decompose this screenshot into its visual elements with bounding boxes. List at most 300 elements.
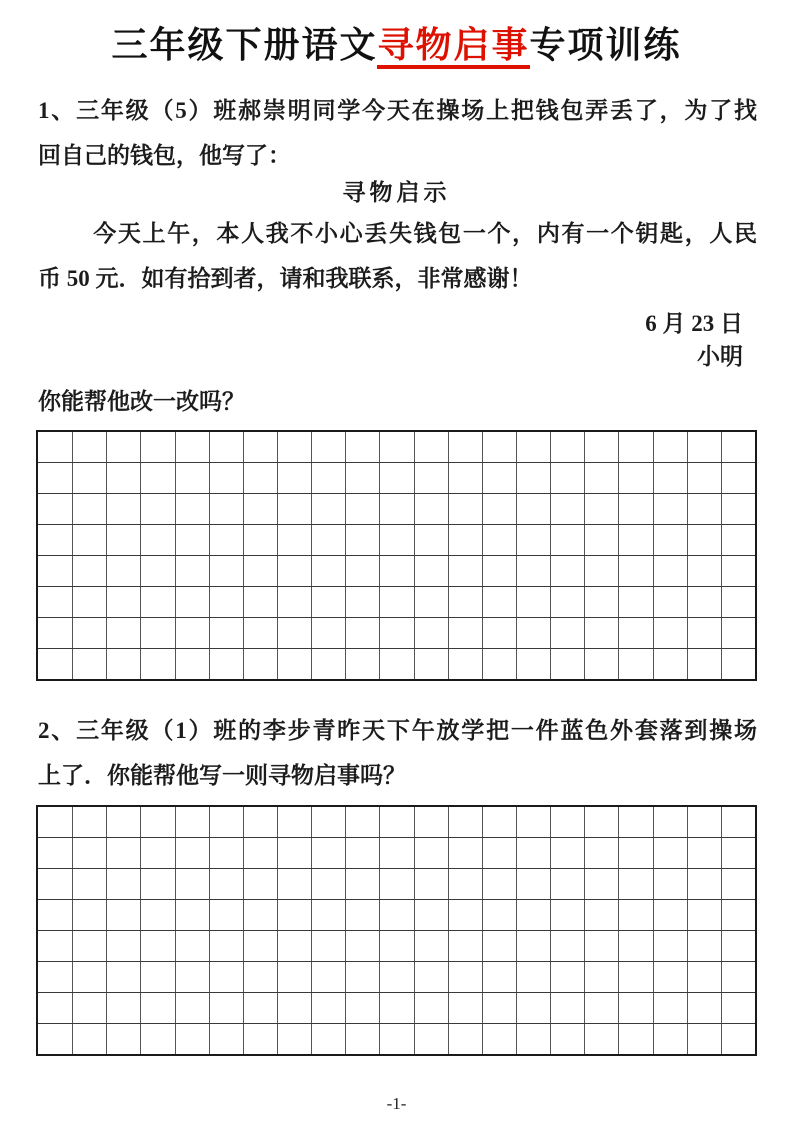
writing-cell: [550, 525, 584, 555]
writing-cell: [653, 931, 687, 961]
writing-cell: [721, 931, 755, 961]
writing-cell: [550, 962, 584, 992]
writing-cell: [550, 807, 584, 837]
writing-cell: [175, 900, 209, 930]
writing-cell: [516, 962, 550, 992]
writing-cell: [482, 838, 516, 868]
writing-cell: [550, 463, 584, 493]
writing-cell: [175, 618, 209, 648]
writing-cell: [618, 587, 652, 617]
writing-cell: [38, 618, 72, 648]
writing-cell: [209, 807, 243, 837]
writing-cell: [345, 494, 379, 524]
notice-signature: 小明: [697, 344, 743, 369]
writing-cell: [618, 838, 652, 868]
writing-cell: [584, 587, 618, 617]
writing-cell: [653, 525, 687, 555]
writing-cell: [175, 869, 209, 899]
writing-cell: [209, 962, 243, 992]
grid-row: [38, 992, 755, 1023]
writing-cell: [584, 869, 618, 899]
writing-cell: [414, 838, 448, 868]
writing-cell: [414, 962, 448, 992]
writing-cell: [311, 869, 345, 899]
writing-cell: [175, 838, 209, 868]
writing-cell: [550, 931, 584, 961]
writing-cell: [448, 494, 482, 524]
writing-cell: [618, 962, 652, 992]
writing-cell: [550, 556, 584, 586]
writing-cell: [311, 900, 345, 930]
writing-cell: [277, 993, 311, 1023]
writing-cell: [414, 556, 448, 586]
writing-cell: [584, 993, 618, 1023]
writing-cell: [379, 556, 413, 586]
writing-cell: [618, 618, 652, 648]
writing-cell: [72, 556, 106, 586]
writing-cell: [243, 931, 277, 961]
writing-cell: [311, 993, 345, 1023]
writing-cell: [175, 432, 209, 462]
writing-cell: [516, 463, 550, 493]
writing-cell: [653, 807, 687, 837]
writing-cell: [482, 900, 516, 930]
writing-cell: [618, 525, 652, 555]
notice-body-line: 币 50 元．如有拾到者，请和我联系，非常感谢！: [38, 266, 533, 291]
writing-cell: [72, 900, 106, 930]
writing-cell: [106, 931, 140, 961]
writing-cell: [38, 587, 72, 617]
writing-cell: [687, 649, 721, 679]
writing-cell: [653, 962, 687, 992]
writing-cell: [140, 525, 174, 555]
writing-cell: [38, 931, 72, 961]
writing-cell: [311, 807, 345, 837]
writing-cell: [414, 587, 448, 617]
writing-cell: [482, 463, 516, 493]
grid-row: [38, 462, 755, 493]
writing-cell: [721, 838, 755, 868]
writing-cell: [584, 432, 618, 462]
writing-cell: [584, 838, 618, 868]
grid-row: [38, 555, 755, 586]
writing-cell: [379, 869, 413, 899]
writing-cell: [175, 587, 209, 617]
writing-cell: [140, 463, 174, 493]
writing-cell: [618, 432, 652, 462]
writing-cell: [38, 525, 72, 555]
writing-cell: [721, 807, 755, 837]
writing-cell: [721, 962, 755, 992]
writing-cell: [311, 1024, 345, 1054]
writing-cell: [243, 1024, 277, 1054]
writing-cell: [243, 463, 277, 493]
writing-cell: [516, 838, 550, 868]
writing-cell: [277, 649, 311, 679]
writing-cell: [140, 807, 174, 837]
writing-cell: [311, 962, 345, 992]
writing-cell: [414, 463, 448, 493]
writing-cell: [311, 649, 345, 679]
writing-cell: [653, 463, 687, 493]
writing-cell: [618, 463, 652, 493]
writing-cell: [687, 494, 721, 524]
writing-cell: [721, 1024, 755, 1054]
writing-cell: [721, 900, 755, 930]
writing-cell: [687, 993, 721, 1023]
writing-cell: [721, 587, 755, 617]
writing-cell: [209, 1024, 243, 1054]
writing-cell: [106, 525, 140, 555]
writing-cell: [277, 587, 311, 617]
grid-row: [38, 837, 755, 868]
writing-cell: [653, 900, 687, 930]
writing-cell: [687, 432, 721, 462]
writing-cell: [448, 900, 482, 930]
writing-cell: [140, 556, 174, 586]
writing-cell: [448, 556, 482, 586]
writing-cell: [482, 618, 516, 648]
writing-cell: [243, 432, 277, 462]
writing-cell: [209, 931, 243, 961]
writing-cell: [277, 463, 311, 493]
writing-cell: [311, 931, 345, 961]
writing-cell: [140, 587, 174, 617]
writing-cell: [448, 432, 482, 462]
writing-cell: [550, 587, 584, 617]
writing-cell: [243, 807, 277, 837]
writing-cell: [687, 618, 721, 648]
writing-cell: [243, 587, 277, 617]
writing-cell: [550, 993, 584, 1023]
writing-cell: [618, 649, 652, 679]
writing-cell: [379, 587, 413, 617]
writing-cell: [687, 1024, 721, 1054]
writing-cell: [379, 463, 413, 493]
writing-cell: [414, 649, 448, 679]
writing-cell: [584, 807, 618, 837]
writing-grid-1: [36, 430, 757, 681]
writing-cell: [516, 618, 550, 648]
writing-cell: [140, 900, 174, 930]
writing-cell: [379, 1024, 413, 1054]
writing-cell: [584, 1024, 618, 1054]
writing-cell: [243, 838, 277, 868]
writing-cell: [140, 962, 174, 992]
writing-cell: [516, 494, 550, 524]
writing-cell: [38, 1024, 72, 1054]
writing-cell: [618, 556, 652, 586]
writing-cell: [277, 838, 311, 868]
writing-cell: [584, 900, 618, 930]
writing-cell: [311, 618, 345, 648]
writing-cell: [345, 838, 379, 868]
writing-cell: [516, 993, 550, 1023]
writing-cell: [379, 900, 413, 930]
writing-cell: [345, 432, 379, 462]
writing-cell: [140, 869, 174, 899]
writing-cell: [72, 587, 106, 617]
grid-row: [38, 868, 755, 899]
writing-cell: [448, 463, 482, 493]
writing-cell: [550, 1024, 584, 1054]
writing-cell: [414, 618, 448, 648]
writing-cell: [140, 494, 174, 524]
writing-cell: [106, 494, 140, 524]
writing-cell: [448, 838, 482, 868]
writing-cell: [345, 556, 379, 586]
writing-cell: [482, 556, 516, 586]
writing-cell: [38, 649, 72, 679]
writing-cell: [209, 463, 243, 493]
writing-cell: [482, 525, 516, 555]
writing-cell: [516, 1024, 550, 1054]
writing-cell: [38, 494, 72, 524]
writing-cell: [175, 962, 209, 992]
writing-cell: [277, 525, 311, 555]
writing-cell: [653, 587, 687, 617]
writing-cell: [277, 900, 311, 930]
writing-cell: [687, 556, 721, 586]
writing-cell: [140, 993, 174, 1023]
writing-cell: [414, 900, 448, 930]
writing-cell: [277, 869, 311, 899]
writing-cell: [38, 962, 72, 992]
writing-cell: [653, 869, 687, 899]
writing-cell: [243, 900, 277, 930]
writing-cell: [687, 962, 721, 992]
writing-cell: [209, 432, 243, 462]
writing-cell: [721, 432, 755, 462]
writing-cell: [72, 962, 106, 992]
writing-cell: [243, 649, 277, 679]
writing-cell: [516, 525, 550, 555]
writing-cell: [482, 432, 516, 462]
grid-row: [38, 1023, 755, 1054]
writing-cell: [106, 993, 140, 1023]
question-1-prompt: [38, 88, 757, 178]
writing-cell: [72, 432, 106, 462]
writing-cell: [448, 869, 482, 899]
writing-cell: [653, 993, 687, 1023]
writing-cell: [687, 931, 721, 961]
writing-cell: [72, 525, 106, 555]
writing-cell: [618, 900, 652, 930]
writing-cell: [72, 931, 106, 961]
writing-cell: [72, 807, 106, 837]
writing-cell: [72, 869, 106, 899]
writing-cell: [277, 1024, 311, 1054]
writing-cell: [448, 618, 482, 648]
writing-cell: [550, 649, 584, 679]
writing-cell: [721, 869, 755, 899]
writing-cell: [482, 962, 516, 992]
writing-cell: [482, 1024, 516, 1054]
writing-cell: [38, 556, 72, 586]
writing-cell: [277, 807, 311, 837]
writing-cell: [448, 649, 482, 679]
writing-cell: [277, 556, 311, 586]
writing-cell: [209, 556, 243, 586]
writing-cell: [345, 931, 379, 961]
writing-cell: [38, 432, 72, 462]
writing-cell: [243, 525, 277, 555]
writing-cell: [550, 869, 584, 899]
writing-cell: [311, 463, 345, 493]
writing-cell: [311, 432, 345, 462]
writing-cell: [345, 993, 379, 1023]
writing-cell: [345, 587, 379, 617]
writing-cell: [550, 618, 584, 648]
writing-cell: [209, 587, 243, 617]
writing-grid-2: [36, 805, 757, 1056]
writing-cell: [106, 807, 140, 837]
writing-cell: [243, 993, 277, 1023]
writing-cell: [379, 993, 413, 1023]
writing-cell: [687, 869, 721, 899]
writing-cell: [379, 838, 413, 868]
writing-cell: [584, 494, 618, 524]
writing-cell: [687, 838, 721, 868]
question-1-task: 你能帮他改一改吗？: [38, 389, 245, 414]
notice-body-line: 今天上午，本人我不小心丢失钱包一个，内有一个钥匙，人民: [93, 221, 757, 246]
writing-cell: [721, 649, 755, 679]
writing-cell: [482, 807, 516, 837]
writing-cell: [516, 432, 550, 462]
writing-cell: [516, 900, 550, 930]
writing-cell: [482, 993, 516, 1023]
writing-cell: [277, 494, 311, 524]
writing-cell: [721, 993, 755, 1023]
writing-cell: [140, 432, 174, 462]
writing-cell: [584, 962, 618, 992]
writing-cell: [550, 432, 584, 462]
writing-cell: [448, 587, 482, 617]
writing-cell: [175, 649, 209, 679]
writing-cell: [653, 432, 687, 462]
grid-row: [38, 899, 755, 930]
writing-cell: [584, 649, 618, 679]
writing-cell: [38, 838, 72, 868]
writing-cell: [687, 587, 721, 617]
writing-cell: [379, 807, 413, 837]
writing-cell: [448, 525, 482, 555]
writing-cell: [175, 525, 209, 555]
page-title-suffix: 专项训练: [529, 24, 682, 65]
writing-cell: [482, 587, 516, 617]
writing-cell: [584, 463, 618, 493]
writing-cell: [653, 838, 687, 868]
writing-cell: [482, 869, 516, 899]
writing-cell: [482, 649, 516, 679]
writing-cell: [72, 1024, 106, 1054]
writing-cell: [379, 618, 413, 648]
writing-cell: [175, 1024, 209, 1054]
writing-cell: [175, 556, 209, 586]
writing-cell: [345, 1024, 379, 1054]
grid-row: [38, 807, 755, 837]
writing-cell: [584, 931, 618, 961]
writing-cell: [653, 494, 687, 524]
writing-cell: [653, 1024, 687, 1054]
writing-cell: [618, 1024, 652, 1054]
writing-cell: [38, 993, 72, 1023]
writing-cell: [516, 869, 550, 899]
writing-cell: [550, 900, 584, 930]
writing-cell: [345, 463, 379, 493]
writing-cell: [243, 494, 277, 524]
writing-cell: [618, 869, 652, 899]
writing-cell: [106, 900, 140, 930]
writing-cell: [448, 962, 482, 992]
writing-cell: [38, 869, 72, 899]
writing-cell: [106, 838, 140, 868]
grid-row: [38, 930, 755, 961]
writing-cell: [140, 618, 174, 648]
writing-cell: [243, 556, 277, 586]
writing-cell: [414, 807, 448, 837]
writing-cell: [379, 494, 413, 524]
writing-cell: [243, 962, 277, 992]
writing-cell: [618, 931, 652, 961]
writing-cell: [448, 1024, 482, 1054]
question-2-line: 2、三年级（1）班的李步青昨天下午放学把一件蓝色外套落到操场: [38, 718, 757, 743]
writing-cell: [311, 525, 345, 555]
notice-title: 寻物启示: [342, 180, 451, 205]
writing-cell: [106, 463, 140, 493]
writing-cell: [379, 962, 413, 992]
writing-cell: [72, 838, 106, 868]
question-1-line: 回自己的钱包，他写了：: [38, 143, 291, 168]
writing-cell: [72, 463, 106, 493]
writing-cell: [140, 931, 174, 961]
writing-cell: [414, 869, 448, 899]
writing-cell: [243, 869, 277, 899]
page-title-prefix: 三年级下册语文: [111, 24, 378, 65]
writing-cell: [277, 931, 311, 961]
writing-cell: [414, 494, 448, 524]
writing-cell: [277, 618, 311, 648]
notice-date: 6 月 23 日: [645, 311, 743, 336]
writing-cell: [653, 556, 687, 586]
writing-cell: [618, 993, 652, 1023]
writing-cell: [687, 525, 721, 555]
writing-cell: [584, 556, 618, 586]
writing-cell: [175, 494, 209, 524]
writing-cell: [618, 807, 652, 837]
writing-cell: [448, 807, 482, 837]
writing-cell: [38, 807, 72, 837]
writing-cell: [311, 556, 345, 586]
writing-cell: [345, 869, 379, 899]
writing-cell: [721, 463, 755, 493]
writing-cell: [584, 525, 618, 555]
question-2-prompt: [38, 708, 757, 798]
writing-cell: [277, 432, 311, 462]
writing-cell: [106, 587, 140, 617]
writing-cell: [653, 649, 687, 679]
writing-cell: [345, 618, 379, 648]
writing-cell: [209, 494, 243, 524]
writing-cell: [482, 931, 516, 961]
writing-cell: [209, 525, 243, 555]
writing-cell: [277, 962, 311, 992]
grid-row: [38, 493, 755, 524]
writing-cell: [448, 931, 482, 961]
grid-row: [38, 961, 755, 992]
writing-cell: [175, 931, 209, 961]
page-title-highlight: 寻物启事: [377, 24, 529, 69]
